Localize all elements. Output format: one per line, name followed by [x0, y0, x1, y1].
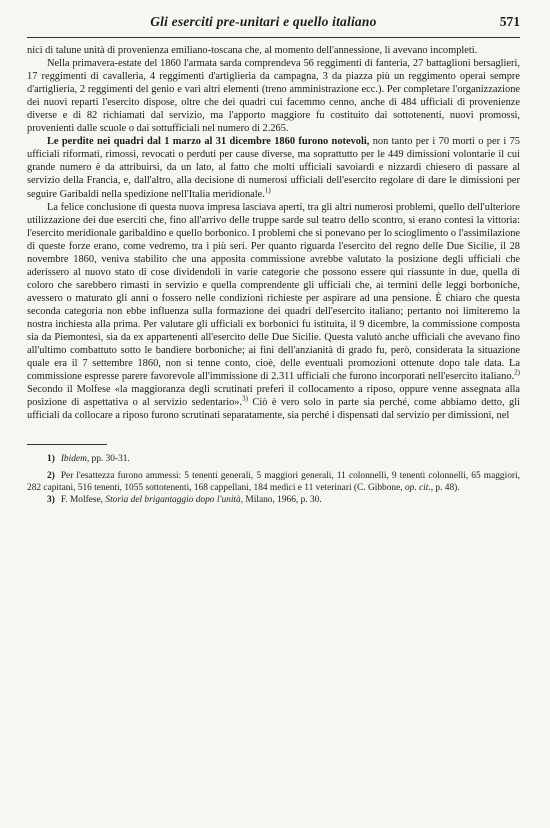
paragraph-1: nici di talune unità di provenienza emiliano-toscana che, al momento dell'annessione, li avevano incompleti. — [27, 45, 478, 56]
paragraph-4-text-a: La felice conclusione di questa nuova impresa lasciava aperti, tra gli altri numerosi problemi, quello dell'ulteriore utilizzazione dei due eserciti che, fino all'arrivo delle truppe sarde sul teatro dello scontro, si erano contesi la vittoria: l'esercito meridionale garibaldino e quello borbonico. I problemi che si ponevano per lo scioglimento o l'assimilazione di queste forze erano, come vedremo, tra i più seri. Per quanto riguarda l'esercito del regno delle Due Sicilie, il 28 novembre 1860, veniva stabilito che una apposita commissione avrebbe valutato la posizione degli ufficiali che aderissero al nuovo stato di cose dividendoli in varie categorie che possono essere qui riassunte in due, quella di coloro che sarebbero rimasti in servizio e quella comprendente gli ufficiali che, ai termini delle leggi borboniche, avessero o maturato gli anni o fossero nelle condizioni richieste per aspirare ad una pensione. È chiaro che questa seconda categoria non ebbe influenza sulla formazione dei quadri dell'esercito italiano; pertanto noi limiteremo la nostra inchiesta alla prima. Per valutare gli ufficiali ex borbonici fu istituita, il 9 dicembre, la commissione composta sia da Piemontesi, sia da ex appartenenti all'esercito delle Due Sicilie. Questa valutò anche ufficiali che avevano fino all'ultimo combattuto sotto le bandiere borboniche; ai fini dell'anzianità di grado fu, però, considerata la situazione quale era il 7 settembre 1860, non si tenne conto, cioè, delle eventuali promozioni ottenute dopo tale data. La commissione espresse parere favorevole all'immissione di 2.311 ufficiali che furono incorporati nell'esercito italiano. — [27, 201, 520, 383]
page-header — [27, 14, 520, 36]
footnote-3 — [27, 494, 520, 506]
paragraph-4 — [27, 201, 520, 423]
paragraph-4-text-c: Ciò è vero solo in parte sia perché, come abbiamo detto, gli ufficiali da collocare a riposo furono scrutinati separatamente, sia perché i dispensati dal servizio per dimissioni, nel — [27, 397, 520, 422]
footnotes — [27, 453, 520, 506]
header-rule — [27, 37, 520, 38]
footnote-2-text: Per l'esattezza furono ammessi: 5 tenenti generali, 5 maggiori generali, 11 colonnelli, 9 tenenti colonnelli, 65 maggiori, 282 capitani, 516 tenenti, 1055 sottotenenti, 168 cappellani, 184 medici e 11 veterinari (C. Gibbone, — [27, 470, 520, 493]
footnote-3-author: F. Molfese, — [60, 494, 104, 505]
paragraph-3-text: non tanto per i 70 morti o per i 75 ufficiali riformati, rimossi, revocati o perduti per cause diverse, ma soprattutto per le 449 dimissioni volontarie il cui grande numero è da attribuirsi, da un lato, al fatto che molti ufficiali savoiardi e nizzardi chiesero di passare al servizio della Francia, e, dall'altro, alla decisione di numerosi ufficiali dell'esercito regolare di dare le dimissioni per seguire Garibaldi nella spedizione nell'Italia meridionale. — [27, 136, 521, 200]
footnote-2-opcit: op. cit., — [402, 482, 434, 493]
footnote-2-mark: 2) — [47, 470, 55, 481]
paragraph-3 — [27, 135, 520, 200]
footnote-ref-3: 3) — [242, 394, 248, 403]
footnote-1 — [27, 453, 520, 465]
paragraph-4-text-b: Secondo il Molfese «la maggioranza degli scrutinati preferì il collocamento a riposo, oppure venne assegnata alla posizione di aspettativa o al servizio sedentario». — [27, 384, 520, 409]
footnote-1-text: pp. 30-31. — [89, 454, 130, 465]
paragraph-2: Nella primavera-estate del 1860 l'armata sarda comprendeva 56 reggimenti di fanteria, 27 battaglioni bersaglieri, 17 reggimenti di cavalleria, 4 reggimenti d'artiglieria da campagna, 3 da piazza più un reggimento operai sempre d'artiglieria, 2 reggimenti del genio e vari altri elementi (treno amministrazione ecc.). Per completare l'organizzazione dei nuovi reparti l'esercito dispose, oltre che dei quadri cui facemmo cenno, anche di 484 ufficiali di provenienze diverse e di 82 richiamati dal servizio, ma l'apporto maggiore fu costituito dai sottotenenti, nuovi promossi, provenienti dalle scuole o dai sottufficiali nel numero di 2.265. — [27, 58, 520, 135]
footnote-3-mark: 3) — [47, 494, 55, 505]
footnote-3-end: Milano, 1966, p. 30. — [243, 494, 322, 505]
running-title: Gli eserciti pre-unitari e quello italiano — [150, 14, 377, 29]
footnote-ref-1: 1) — [264, 186, 271, 195]
footnote-1-ibidem: Ibidem, — [60, 454, 90, 465]
footnote-ref-2: 2) — [514, 368, 520, 377]
footnote-3-title: Storia del brigantaggio dopo l'unità, — [103, 494, 244, 505]
paragraph-3-bold-lead: Le perdite nei quadri dal 1 marzo al 31 dicembre 1860 furono notevoli, — [47, 136, 370, 148]
body-text — [27, 44, 520, 422]
footnote-1-mark: 1) — [47, 454, 55, 465]
footnote-2-end: p. 48). — [433, 482, 460, 493]
footnote-rule — [27, 444, 107, 445]
footnote-2 — [27, 470, 520, 494]
page-number: 571 — [499, 14, 520, 29]
